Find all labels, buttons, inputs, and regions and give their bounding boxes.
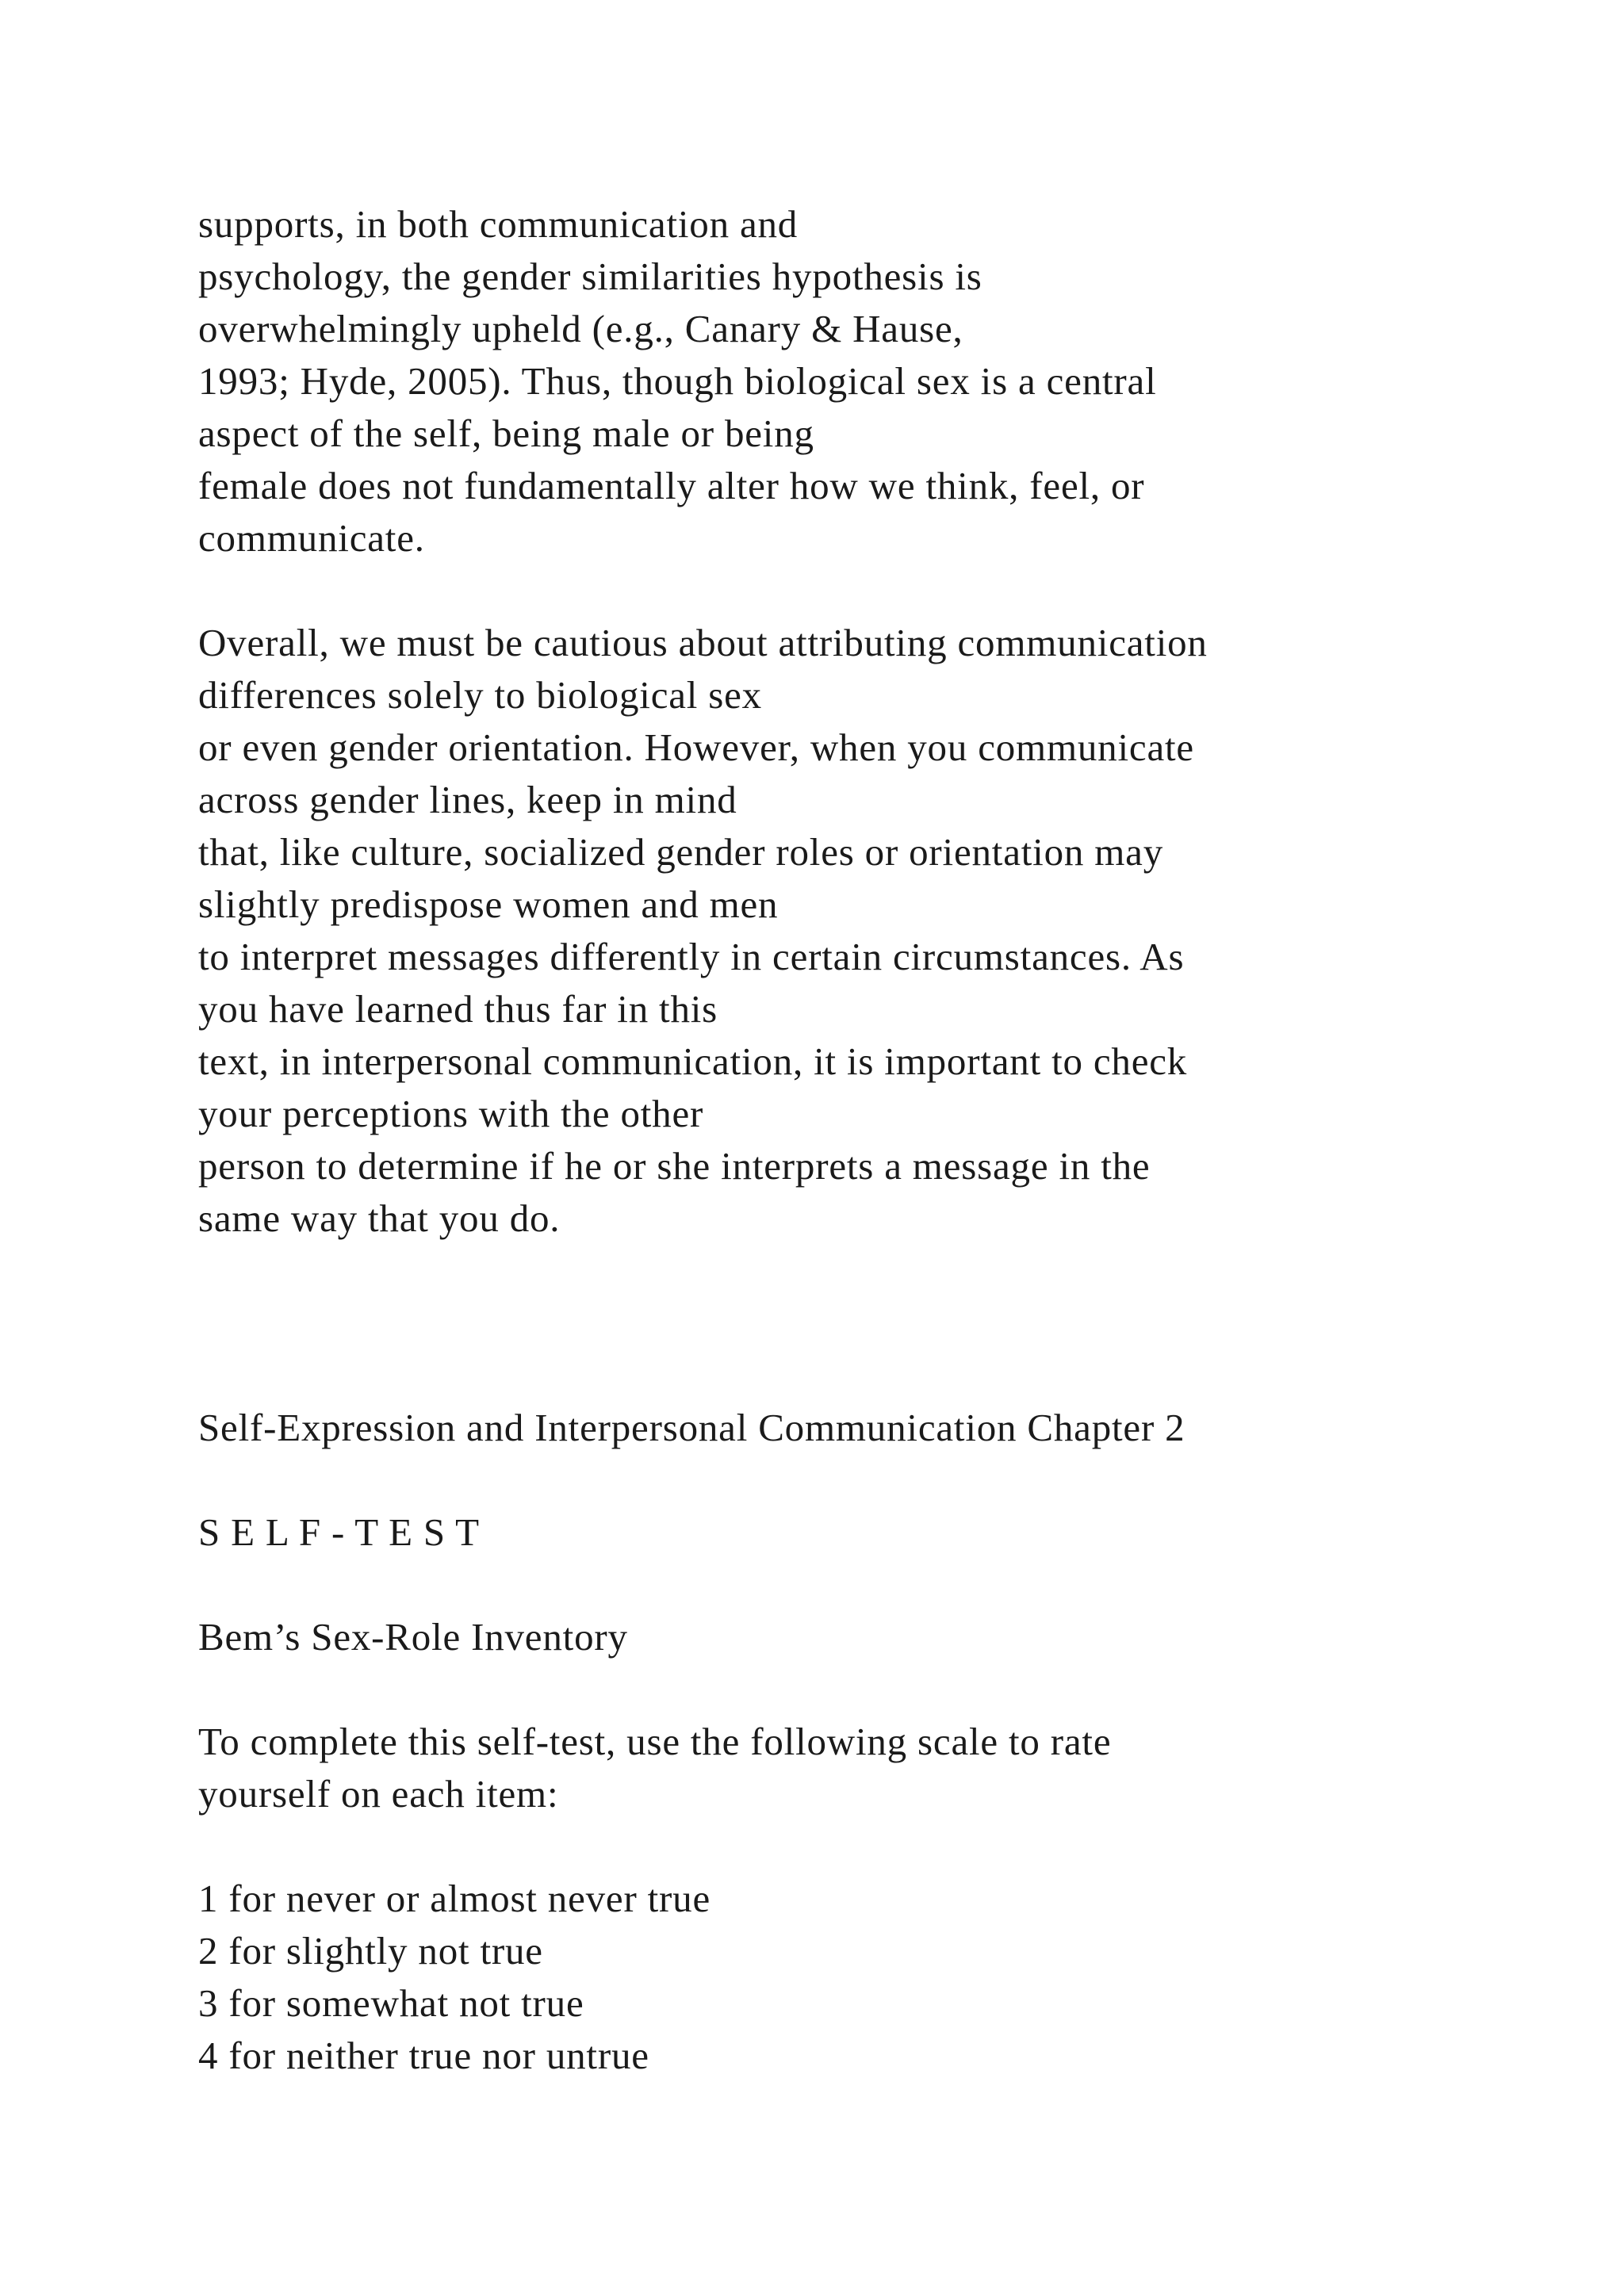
scale-item: 1 for never or almost never true (198, 1877, 711, 1920)
paragraph-spacer (198, 1663, 1562, 1716)
text-line: same way that you do. (198, 1196, 561, 1240)
text-line: slightly predispose women and men (198, 882, 779, 926)
instructions (198, 1716, 1562, 1820)
section-label: S E L F - T E S T (198, 1510, 480, 1554)
scale-item: 3 for somewhat not true (198, 1981, 584, 2025)
running-header: Self-Expression and Interpersonal Communication Chapter 2 (198, 1406, 1185, 1449)
text-line: yourself on each item: (198, 1772, 559, 1816)
text-line: across gender lines, keep in mind (198, 778, 737, 821)
section-spacer (198, 1245, 1562, 1402)
text-line: text, in interpersonal communication, it is important to check (198, 1039, 1188, 1083)
text-line: communicate. (198, 516, 425, 560)
text-line: To complete this self-test, use the following scale to rate (198, 1720, 1112, 1763)
text-line: to interpret messages differently in certain circumstances. As (198, 935, 1185, 978)
paragraph-gender-similarities (198, 198, 1562, 564)
paragraph-spacer (198, 1454, 1562, 1506)
paragraph-spacer (198, 564, 1562, 617)
text-line: that, like culture, socialized gender roles or orientation may (198, 830, 1164, 874)
text-line: 1993; Hyde, 2005). Thus, though biological sex is a central (198, 359, 1157, 403)
scale-item: 4 for neither true nor untrue (198, 2034, 649, 2077)
text-line: you have learned thus far in this (198, 987, 718, 1031)
text-line: aspect of the self, being male or being (198, 411, 814, 455)
text-line: psychology, the gender similarities hypothesis is (198, 254, 982, 298)
text-line: Overall, we must be cautious about attributing communication (198, 621, 1208, 664)
paragraph-spacer (198, 1559, 1562, 1611)
document-text (198, 198, 1562, 2082)
text-line: overwhelmingly upheld (e.g., Canary & Hause, (198, 307, 963, 350)
scale-item: 2 for slightly not true (198, 1929, 543, 1973)
paragraph-overall-caution (198, 617, 1562, 1245)
text-line: female does not fundamentally alter how we think, feel, or (198, 464, 1145, 507)
text-line: or even gender orientation. However, when you communicate (198, 725, 1194, 769)
text-line: person to determine if he or she interprets a message in the (198, 1144, 1151, 1188)
paragraph-spacer (198, 1820, 1562, 1873)
rating-scale-list (198, 1873, 1562, 2082)
test-title: Bem’s Sex-Role Inventory (198, 1615, 628, 1659)
text-line: differences solely to biological sex (198, 673, 762, 717)
text-line: supports, in both communication and (198, 202, 799, 246)
text-line: your perceptions with the other (198, 1092, 704, 1135)
